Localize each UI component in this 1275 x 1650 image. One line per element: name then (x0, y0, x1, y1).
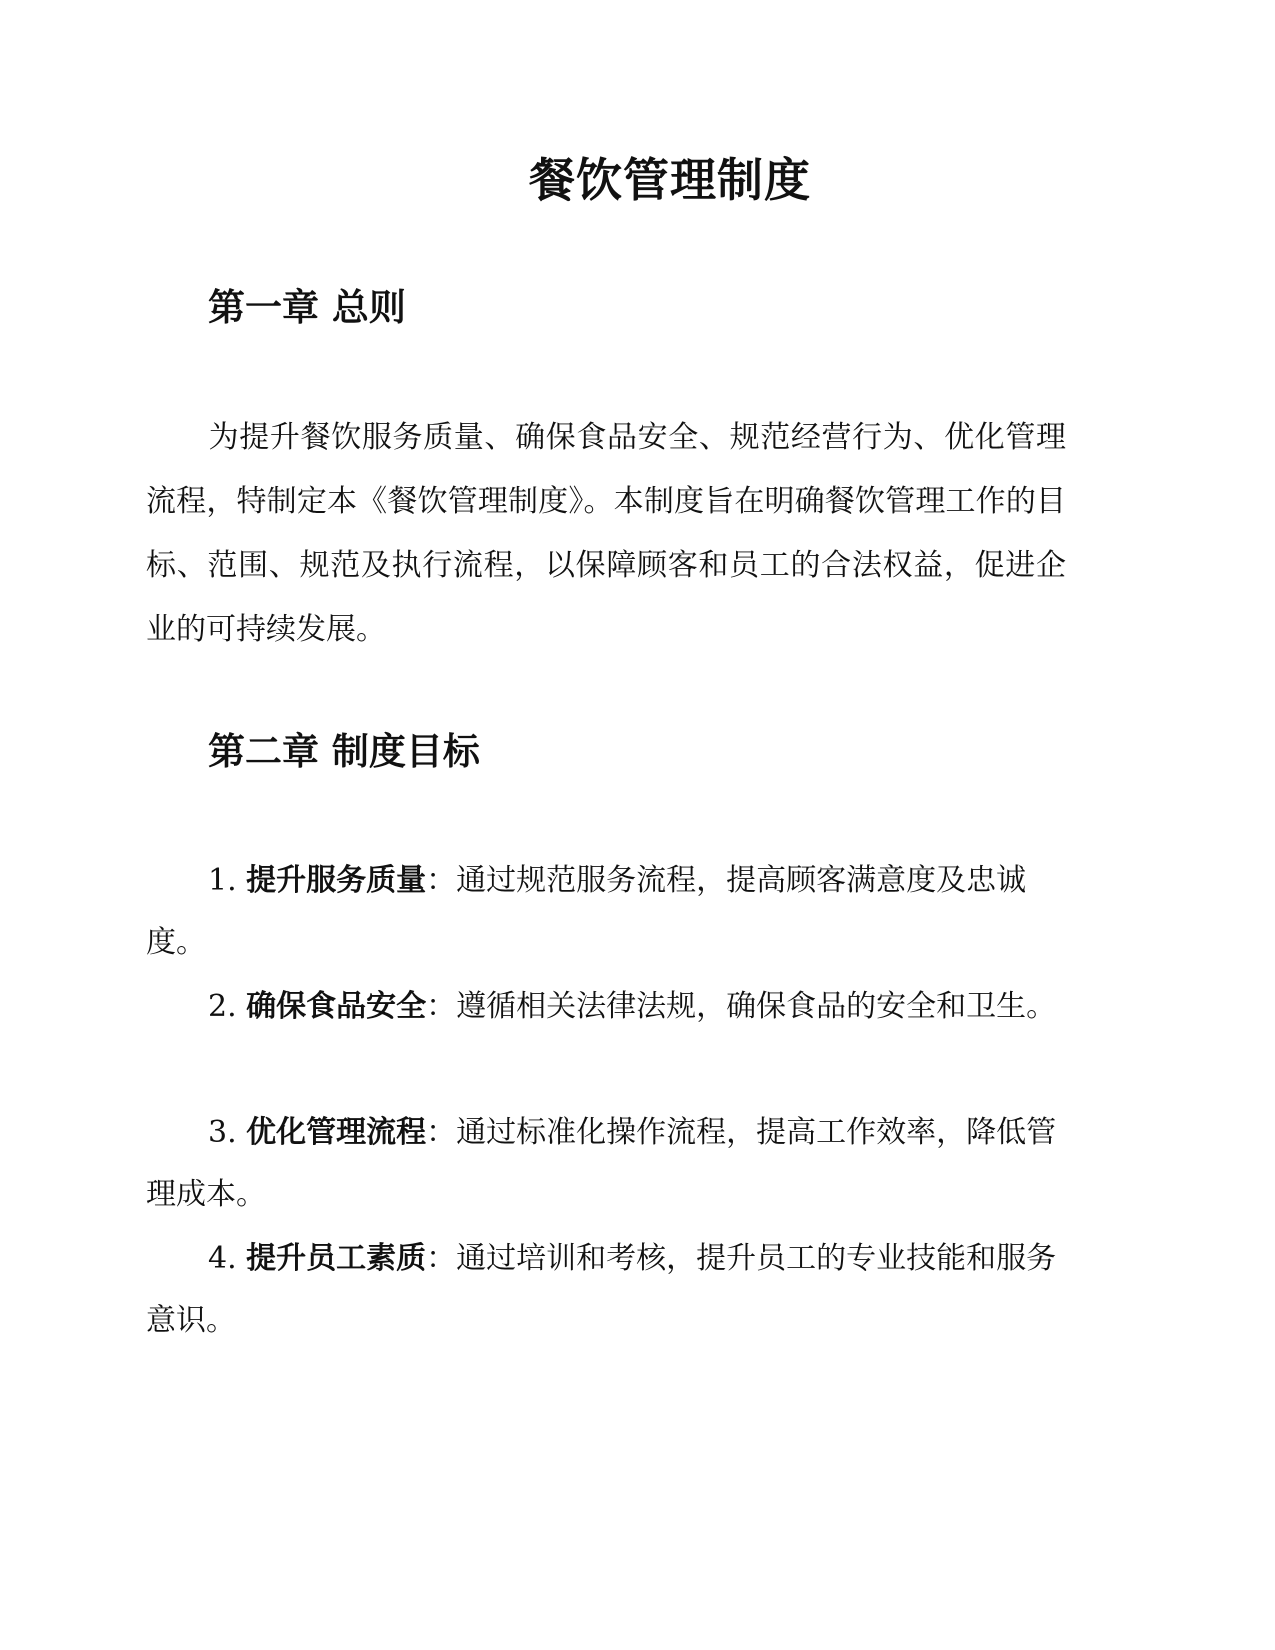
objective-text: 遵循相关法律法规，确保食品的安全和卫生。 (456, 989, 1057, 1024)
objective-colon: ： (426, 1241, 457, 1276)
chapter-heading-general: 第一章 总则 (208, 286, 406, 329)
objective-colon: ： (426, 989, 457, 1024)
objective-term: 提升服务质量 (246, 863, 427, 898)
document-title: 餐饮管理制度 (529, 153, 811, 207)
objective-number: 1. (208, 863, 237, 898)
objective-number: 4. (208, 1241, 237, 1276)
objective-term: 确保食品安全 (246, 989, 427, 1024)
chapter-heading-objectives: 第二章 制度目标 (208, 730, 480, 773)
objective-number: 3. (208, 1115, 237, 1150)
objective-item (146, 976, 1066, 1038)
objective-text: 通过培训和考核，提升员工的专业技能和服务意识。 (146, 1241, 1057, 1338)
objective-item (146, 1102, 1066, 1226)
objective-term: 提升员工素质 (246, 1241, 427, 1276)
general-provisions-paragraph (146, 406, 1066, 662)
objective-colon: ： (426, 1115, 457, 1150)
objective-text: 通过标准化操作流程，提高工作效率，降低管理成本。 (146, 1115, 1057, 1212)
objective-number: 2. (208, 989, 237, 1024)
general-provisions-text: 为提升餐饮服务质量、确保食品安全、规范经营行为、优化管理流程，特制定本《餐饮管理制度》。本制度旨在明确餐饮管理工作的目标、范围、规范及执行流程，以保障顾客和员工的合法权益，促进企业的可持续发展。 (146, 420, 1066, 647)
objective-term: 优化管理流程 (246, 1115, 427, 1150)
objective-text: 通过规范服务流程，提高顾客满意度及忠诚度。 (146, 863, 1027, 960)
objective-colon: ： (426, 863, 457, 898)
objective-item (146, 850, 1066, 974)
objective-item (146, 1228, 1066, 1352)
